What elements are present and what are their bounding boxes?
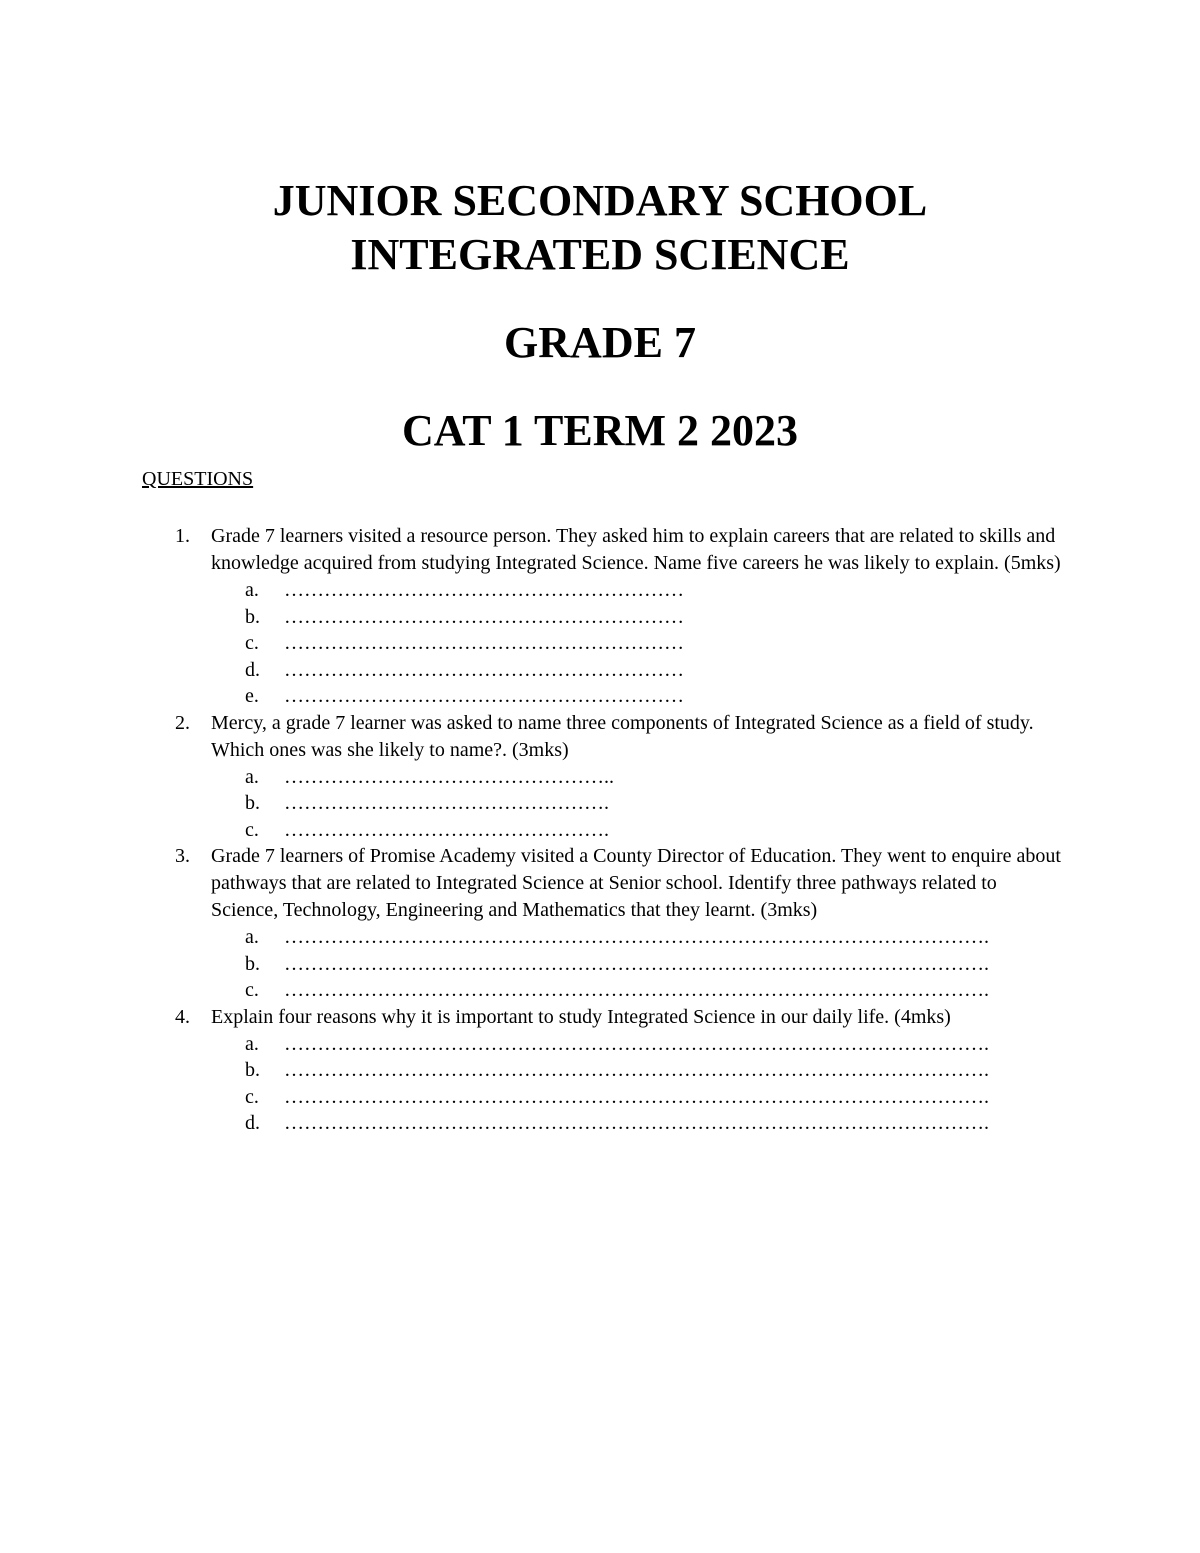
answer-line [211, 977, 1062, 1004]
question-2 [142, 710, 1062, 844]
answer-line [211, 817, 1062, 844]
question-number: 3. [175, 845, 190, 867]
answer-dots: ……………………………………………………………………………………………. [284, 1032, 989, 1055]
answer-dots: …………………………………………………… [284, 685, 684, 707]
answer-list [211, 924, 1062, 1004]
question-text: Mercy, a grade 7 learner was asked to name three components of Integrated Science as a field of study. Which ones was she likely to name?. (3mks) [211, 711, 1034, 761]
question-3 [142, 843, 1062, 1004]
answer-letter: b. [245, 1059, 260, 1081]
answer-dots: ………………………………………….. [284, 765, 614, 788]
answer-letter: c. [245, 979, 259, 1001]
answer-list [211, 764, 1062, 844]
answer-letter: c. [245, 818, 259, 841]
grade-title: GRADE 7 [504, 318, 696, 367]
answer-line [211, 764, 1062, 791]
answer-dots: …………………………………………. [284, 792, 609, 814]
question-4 [142, 1004, 1062, 1137]
answer-line [211, 657, 1062, 684]
answer-line [211, 1057, 1062, 1084]
answer-letter: b. [245, 605, 260, 628]
question-number: 2. [175, 711, 190, 734]
answer-line [211, 1110, 1062, 1137]
answer-letter: c. [245, 1085, 259, 1108]
answer-dots: ……………………………………………………………………………………………. [284, 952, 989, 975]
answer-line [211, 951, 1062, 978]
answer-list [211, 1031, 1062, 1137]
answer-list [211, 577, 1062, 710]
question-text: Grade 7 learners visited a resource person. They asked him to explain careers that are related to skills and knowledge acquired from studying Integrated Science. Name five careers he was likely to explain. (5mks) [211, 525, 1061, 574]
answer-dots: ……………………………………………………………………………………………. [284, 1059, 989, 1081]
exam-title: CAT 1 TERM 2 2023 [401, 406, 799, 455]
question-1 [142, 523, 1062, 710]
answer-letter: b. [245, 952, 260, 975]
answer-letter: a. [245, 1032, 259, 1055]
answer-line [211, 790, 1062, 817]
answer-dots: …………………………………………. [284, 818, 609, 841]
answer-letter: a. [245, 579, 259, 601]
subject-title: INTEGRATED SCIENCE [350, 230, 850, 279]
answer-dots: …………………………………………………… [284, 605, 684, 628]
title-block [0, 174, 1200, 458]
answer-line [211, 604, 1062, 631]
answer-line [211, 683, 1062, 710]
question-list [142, 523, 1062, 1137]
answer-line [211, 630, 1062, 657]
school-title: JUNIOR SECONDARY SCHOOL [272, 176, 928, 225]
answer-letter: e. [245, 685, 259, 707]
answer-line [211, 924, 1062, 951]
answer-line [211, 1031, 1062, 1058]
answer-letter: d. [245, 1112, 260, 1134]
answer-letter: d. [245, 658, 260, 681]
question-text: Explain four reasons why it is important to study Integrated Science in our daily life. (4mks) [211, 1005, 951, 1028]
question-text: Grade 7 learners of Promise Academy visited a County Director of Education. They went to enquire about pathways that are related to Integrated Science at Senior school. Identify three pathways related to Science, Technology, Engineering and Mathematics that they learnt. (3mks) [211, 845, 1061, 921]
answer-line [211, 1084, 1062, 1111]
answer-dots: …………………………………………………… [284, 579, 684, 601]
answer-dots: ……………………………………………………………………………………………. [284, 979, 989, 1001]
answer-dots: ……………………………………………………………………………………………. [284, 926, 989, 948]
answer-letter: b. [245, 792, 260, 814]
answer-letter: a. [245, 765, 259, 788]
answer-letter: a. [245, 926, 259, 948]
section-heading: QUESTIONS [142, 468, 254, 490]
answer-letter: c. [245, 632, 259, 654]
question-number: 1. [175, 525, 190, 547]
answer-line [211, 577, 1062, 604]
answer-dots: ……………………………………………………………………………………………. [284, 1085, 989, 1108]
answer-dots: …………………………………………………… [284, 658, 684, 681]
answer-dots: ……………………………………………………………………………………………. [284, 1112, 989, 1134]
answer-dots: …………………………………………………… [284, 632, 684, 654]
question-number: 4. [175, 1005, 190, 1028]
